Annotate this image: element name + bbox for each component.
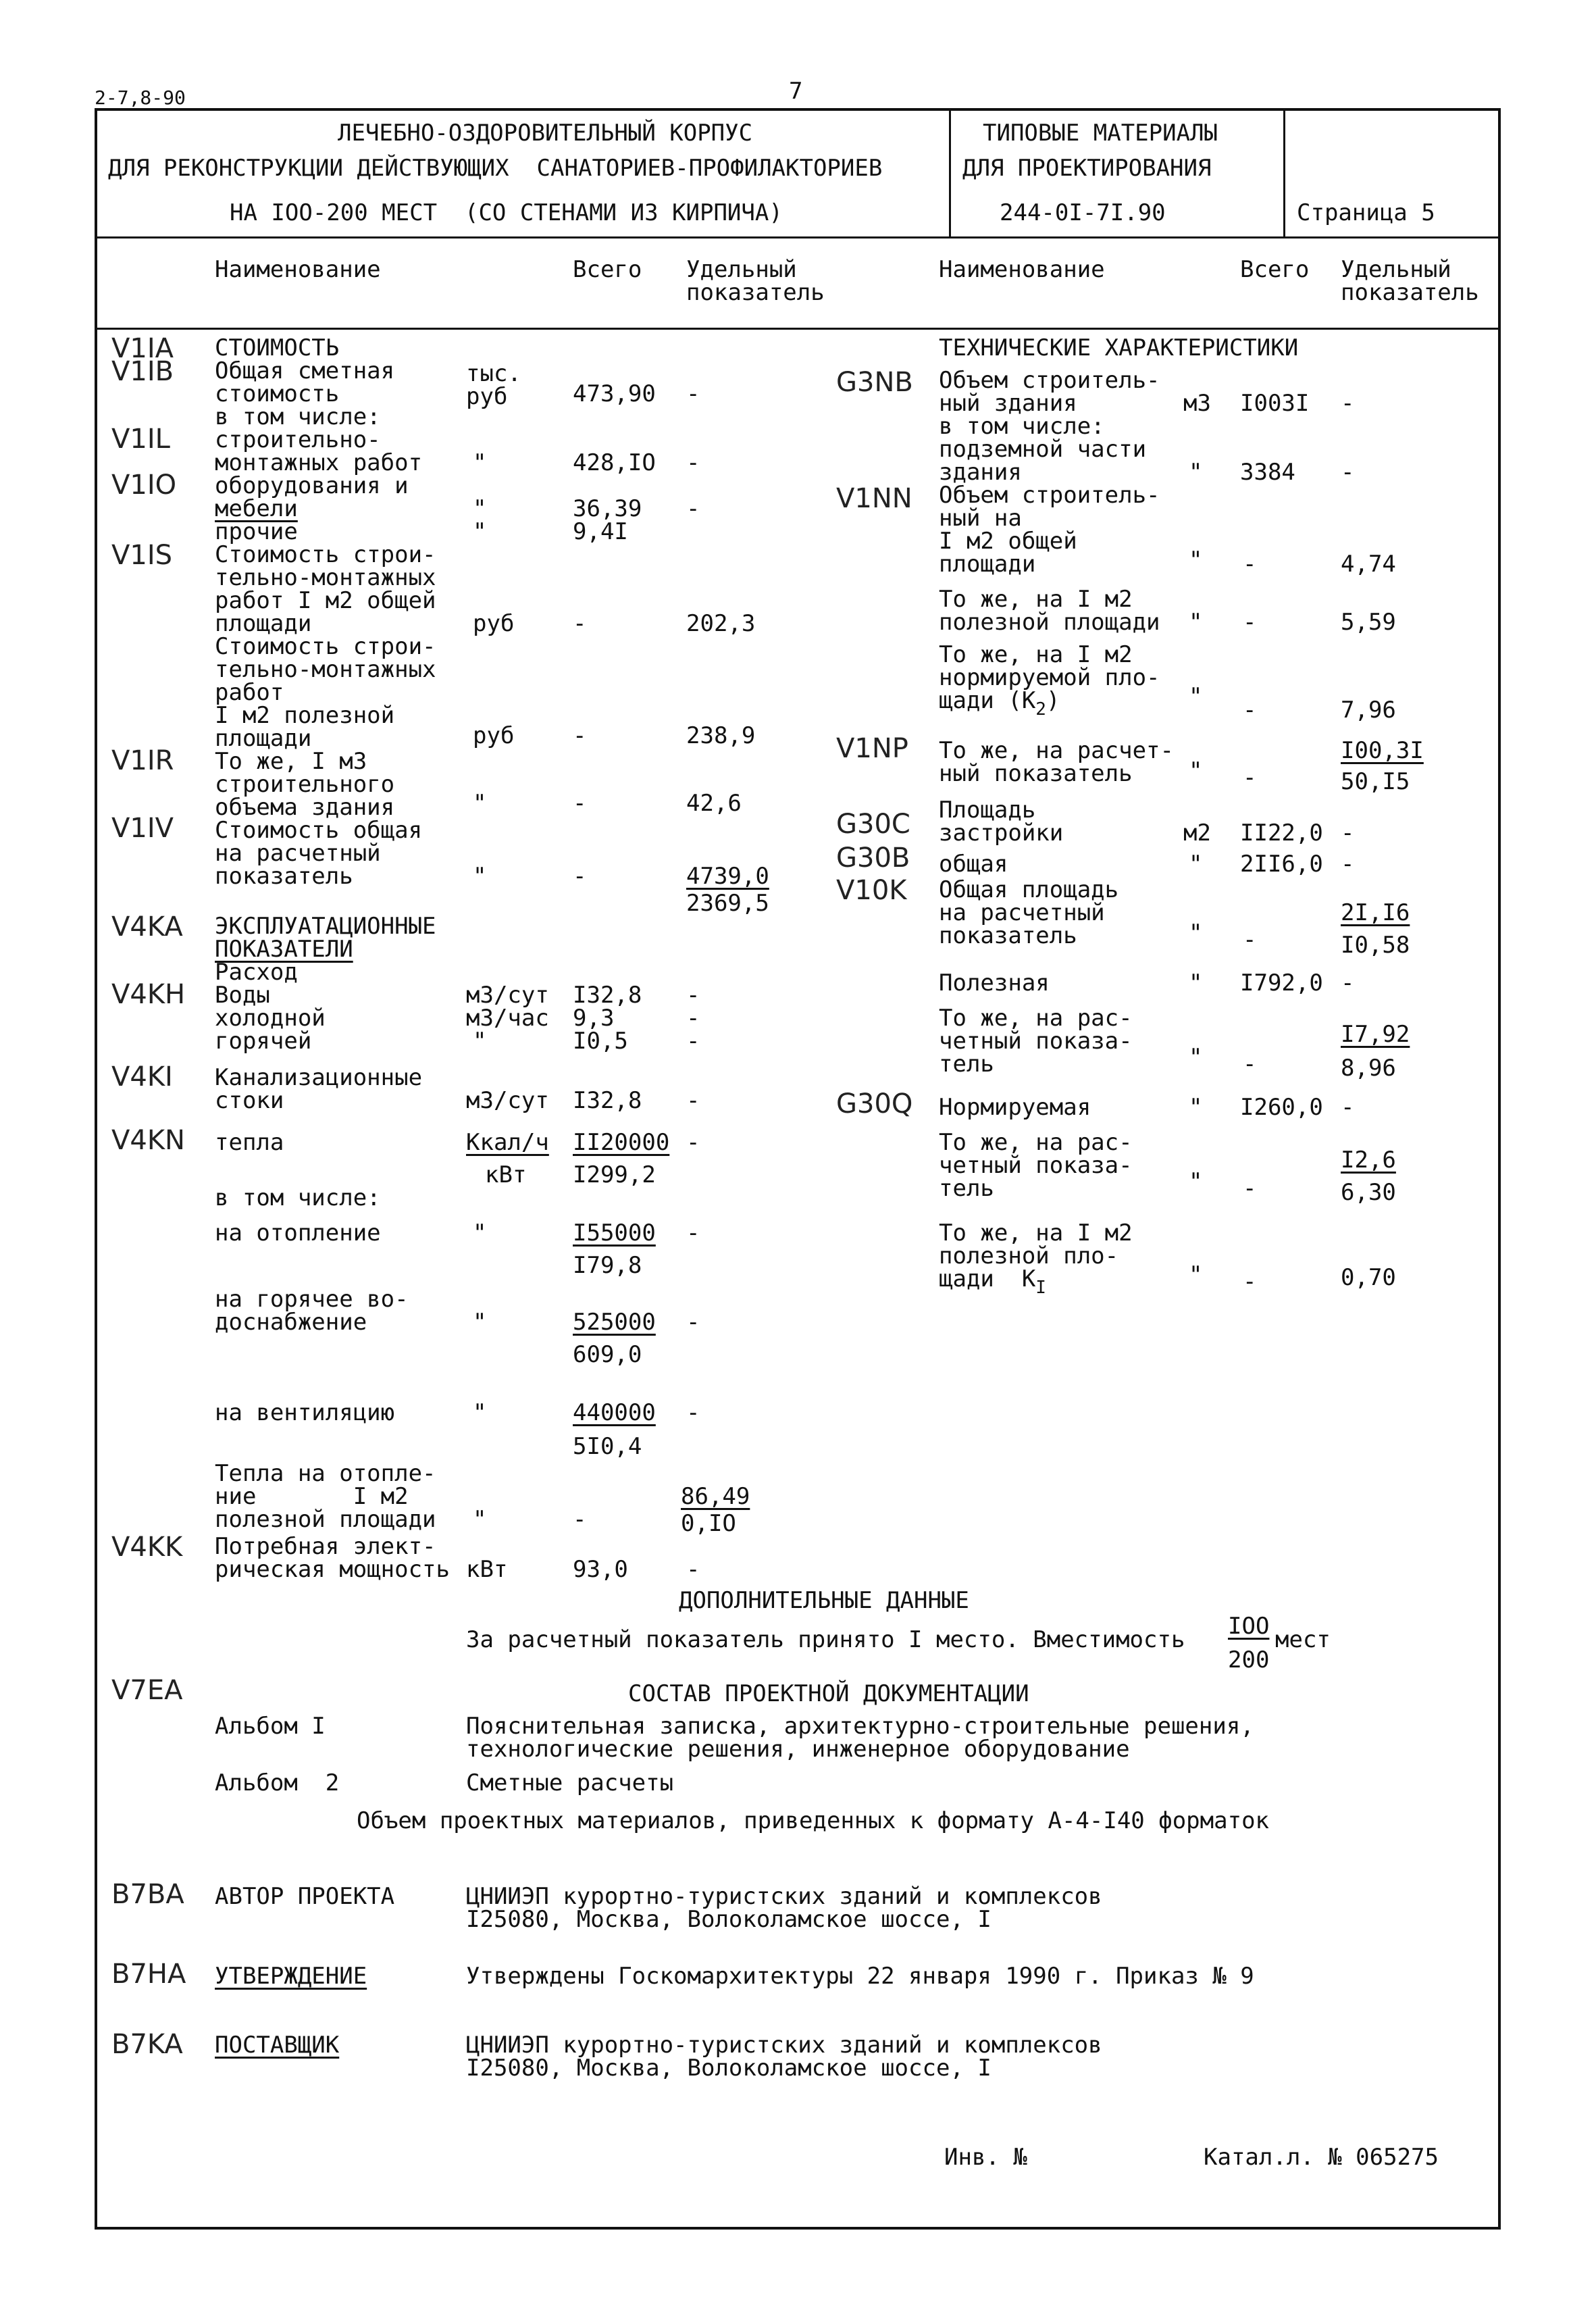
normed-unit: " [1189, 1094, 1203, 1121]
col-spec-right-1: Удельный [1341, 256, 1451, 283]
use-total: - [1243, 609, 1257, 636]
vent-unit: " [473, 1399, 487, 1426]
docs-heading: СОСТАВ ПРОЕКТНОЙ ДОКУМЕНТАЦИИ [628, 1680, 1029, 1707]
useful-unit: " [1189, 970, 1203, 997]
vol-m2-label-2: ный на [939, 505, 1022, 532]
cost-smr-use-1: Стоимость строи- [215, 633, 436, 660]
code-v1io: V1IO [111, 470, 177, 501]
gross-label: общая [939, 851, 1008, 878]
gross-calc-label-3: показатель [939, 922, 1077, 949]
cost-smr-m2-total: - [573, 610, 587, 637]
operation-flow: Расход [215, 959, 298, 986]
hws-unit: " [473, 1309, 487, 1336]
cost-smr-m2-1: Стоимость строи- [215, 541, 436, 568]
under-label-2: здания [939, 459, 1022, 486]
col-total-left: Всего [573, 256, 642, 283]
useful-calc-label-1: То же, на рас- [939, 1005, 1133, 1032]
cost-m3-1: То же, I м3 [215, 748, 367, 775]
k1-spec: 0,70 [1341, 1264, 1396, 1291]
cost-calc-1: Стоимость общая [215, 817, 423, 844]
extra-line: За расчетный показатель принято I место. Вместимость [466, 1626, 1185, 1653]
hot-water-unit: " [473, 1028, 487, 1055]
header-series-line-1: ТИПОВЫЕ МАТЕРИАЛЫ [983, 120, 1218, 147]
cost-smr-use-4: I м2 полезной [215, 702, 395, 729]
cost-total-unit-2: руб [466, 383, 508, 410]
col-spec-left-2: показатель [686, 279, 825, 306]
cost-m3-3: объема здания [215, 794, 395, 821]
page-number: 7 [789, 78, 803, 105]
normed-calc-total: - [1243, 1175, 1257, 1202]
vol-m2-label-1: Объем строитель- [939, 482, 1160, 509]
k1-label-3 [939, 1265, 1046, 1298]
code-b7ka: B7KA [111, 2029, 183, 2060]
cost-smr-unit: " [473, 449, 487, 476]
cost-smr-use-2: тельно-монтажных [215, 656, 436, 683]
cost-total-2: стоимость [215, 380, 340, 407]
col-spec-right-2: показатель [1341, 279, 1479, 306]
normed-calc-unit: " [1189, 1168, 1203, 1195]
cost-smr-spec: - [686, 449, 700, 476]
k1-unit: " [1189, 1261, 1203, 1288]
cost-calc-3: показатель [215, 863, 353, 890]
tech-heading: ТЕХНИЧЕСКИЕ ХАРАКТЕРИСТИКИ [939, 334, 1299, 361]
code-v1ib: V1IB [111, 356, 174, 387]
supplier-line-1: ЦНИИЭП курортно-туристских зданий и комплексов [466, 2032, 1102, 2059]
calc-unit: " [1189, 757, 1203, 784]
author-line-1: ЦНИИЭП курортно-туристских зданий и комплексов [466, 1883, 1102, 1910]
norm-total: - [1243, 697, 1257, 724]
cost-equip-1: оборудования и [215, 472, 409, 499]
vol-m2-unit: " [1189, 547, 1203, 574]
cost-heading: СТОИМОСТЬ [215, 334, 340, 361]
col-name-left: Наименование [215, 256, 381, 283]
water-unit: м3/сут [466, 982, 549, 1009]
cold-water-spec: - [686, 1005, 700, 1032]
water-value: I32,8 [573, 982, 642, 1009]
gross-unit: " [1189, 851, 1203, 878]
cost-total-value: 473,90 [573, 380, 656, 407]
header-title-line-1: ЛЕЧЕБНО-ОЗДОРОВИТЕЛЬНЫЙ КОРПУС [338, 120, 753, 147]
power-spec: - [686, 1556, 700, 1583]
approval-text: Утверждены Госкомархитектуры 22 января 1990 г. Приказ № 9 [466, 1963, 1254, 1990]
useful-calc-spec-num: I7,92 [1341, 1021, 1410, 1048]
calc-label-1: То же, на расчет- [939, 737, 1174, 764]
under-value: 3384 [1240, 459, 1295, 486]
gross-value: 2II6,0 [1240, 851, 1323, 878]
hws-value-1: 525000 [573, 1309, 656, 1336]
code-v1il: V1IL [111, 424, 170, 455]
capacity-denominator: 200 [1228, 1646, 1270, 1674]
use-unit: " [1189, 609, 1203, 636]
cold-water-label: холодной [215, 1005, 326, 1032]
code-v4kh: V4KH [111, 979, 186, 1010]
cost-smr-use-spec: 238,9 [686, 722, 756, 749]
cost-calc-2: на расчетный [215, 840, 381, 867]
norm-subscript: 2 [1035, 699, 1046, 720]
power-label-2: рическая мощность [215, 1556, 450, 1583]
album1-label: Альбом I [215, 1713, 326, 1740]
sewer-label-1: Канализационные [215, 1064, 423, 1091]
useful-spec: - [1341, 970, 1355, 997]
vent-value-2: 5I0,4 [573, 1433, 642, 1460]
k1-total: - [1243, 1268, 1257, 1295]
calc-spec-den: 50,I5 [1341, 768, 1410, 795]
code-g3nb: G3NB [836, 367, 913, 398]
cost-m3-total: - [573, 790, 587, 817]
built-label-2: застройки [939, 820, 1064, 847]
code-v1is: V1IS [111, 540, 172, 571]
heating-unit: " [473, 1219, 487, 1247]
cost-total-spec: - [686, 380, 700, 407]
calc-total: - [1243, 764, 1257, 791]
sewer-label-2: стоки [215, 1087, 284, 1114]
useful-calc-unit: " [1189, 1044, 1203, 1071]
code-b7ba: B7BA [111, 1879, 184, 1910]
supplier-label: ПОСТАВЩИК [215, 2032, 340, 2059]
frame-right-line [1498, 108, 1501, 2230]
built-value: II22,0 [1240, 820, 1323, 847]
norm-label-3-close: ) [1046, 687, 1060, 714]
calc-spec-num: I00,3I [1341, 737, 1424, 764]
sewer-spec: - [686, 1087, 700, 1114]
album2-label: Альбом 2 [215, 1769, 340, 1796]
author-line-2: I25080, Москва, Волоколамское шоссе, I [466, 1906, 992, 1933]
water-spec: - [686, 982, 700, 1009]
header-series-line-2: ДЛЯ ПРОЕКТИРОВАНИЯ [962, 155, 1212, 182]
code-v4ki: V4KI [111, 1061, 173, 1092]
power-value: 93,0 [573, 1556, 628, 1583]
header-title-line-2: ДЛЯ РЕКОНСТРУКЦИИ ДЕЙСТВУЮЩИХ САНАТОРИЕВ-ПРОФИЛАКТОРИЕВ [108, 155, 883, 182]
code-v1np: V1NP [836, 733, 908, 764]
code-v1iv: V1IV [111, 813, 174, 844]
gross-spec: - [1341, 851, 1355, 878]
heat-value-2: I299,2 [573, 1161, 656, 1188]
vol-incl: в том числе: [939, 413, 1105, 440]
approval-label: УТВЕРЖДЕНИЕ [215, 1963, 367, 1990]
cost-other: прочие [215, 518, 298, 545]
heat-label: тепла [215, 1129, 284, 1156]
cost-other-value: 9,4I [573, 518, 628, 545]
heat-spec: - [686, 1129, 700, 1156]
heat-value-1: II20000 [573, 1129, 670, 1156]
album2-text: Сметные расчеты [466, 1769, 674, 1796]
cost-total-1: Общая сметная [215, 357, 395, 384]
norm-label-3-text: щади (K [939, 687, 1036, 714]
docs-volume: Объем проектных материалов, приведенных к формату A-4-I40 форматок [357, 1807, 1270, 1834]
capacity-unit: мест [1275, 1626, 1331, 1653]
norm-label-1: То же, на I м2 [939, 641, 1133, 668]
sewer-unit: м3/сут [466, 1087, 549, 1114]
header-divider-line [95, 236, 1499, 238]
gross-calc-unit: " [1189, 920, 1203, 947]
heating-spec: - [686, 1219, 700, 1247]
heating-value-1: I55000 [573, 1219, 656, 1247]
heating-label: на отопление [215, 1219, 381, 1247]
normed-label: Нормируемая [939, 1094, 1091, 1121]
cost-smr-m2-2: тельно-монтажных [215, 564, 436, 591]
col-name-right: Наименование [939, 256, 1105, 283]
k1-label-3-text: щади K [939, 1265, 1036, 1292]
header-document-code: 244-0I-7I.90 [1000, 199, 1166, 226]
code-v10k: V10K [836, 875, 907, 906]
code-v7ea: V7EA [111, 1675, 183, 1706]
under-spec: - [1341, 459, 1355, 486]
cost-smr-1: строительно- [215, 426, 381, 453]
sewer-value: I32,8 [573, 1087, 642, 1114]
cost-smr-use-5: площади [215, 725, 312, 752]
hot-water-label: горячей [215, 1028, 312, 1055]
use-label-2: полезной площади [939, 609, 1160, 636]
inventory-number: Инв. № [944, 2144, 1027, 2171]
operation-heading-1: ЭКСПЛУАТАЦИОННЫЕ [215, 913, 436, 940]
heat-unit-2: кВт [485, 1161, 527, 1188]
code-g30q: G30Q [836, 1088, 913, 1120]
power-unit: кВт [466, 1556, 508, 1583]
built-unit: м2 [1183, 820, 1211, 847]
power-label-1: Потребная элект- [215, 1533, 436, 1560]
cost-calc-total: - [573, 863, 587, 890]
hws-spec: - [686, 1309, 700, 1336]
cost-smr-value: 428,IO [573, 449, 656, 476]
useful-calc-spec-den: 8,96 [1341, 1055, 1396, 1082]
cost-other-unit: " [473, 518, 487, 545]
cost-smr-m2-3: работ I м2 общей [215, 587, 436, 614]
code-v4kk: V4KK [111, 1532, 183, 1563]
hws-value-2: 609,0 [573, 1341, 642, 1368]
gross-calc-spec-num: 2I,I6 [1341, 899, 1410, 926]
use-label-1: То же, на I м2 [939, 586, 1133, 613]
code-v1ia: V1IA [111, 333, 174, 364]
normed-calc-label-1: То же, на рас- [939, 1129, 1133, 1156]
cold-water-unit: м3/час [466, 1005, 549, 1032]
code-g30b: G30B [836, 842, 910, 874]
cost-smr-m2-4: площади [215, 610, 312, 637]
gross-calc-spec-den: I0,58 [1341, 932, 1410, 959]
extra-heading: ДОПОЛНИТЕЛЬНЫЕ ДАННЫЕ [679, 1587, 969, 1614]
normed-calc-label-2: четный показа- [939, 1152, 1133, 1179]
k1-subscript: I [1035, 1278, 1046, 1298]
header-page-label: Страница 5 [1297, 199, 1435, 226]
heating-value-2: I79,8 [573, 1252, 642, 1279]
vol-unit: м3 [1183, 390, 1211, 417]
normed-calc-spec-den: 6,30 [1341, 1179, 1396, 1206]
cost-calc-unit: " [473, 863, 487, 890]
operation-heading-2: ПОКАЗАТЕЛИ [215, 936, 353, 963]
frame-top-line [95, 108, 1499, 111]
vol-m2-label-3: I м2 общей [939, 528, 1077, 555]
heat-unit-1: Ккал/ч [466, 1129, 549, 1156]
k1-label-1: То же, на I м2 [939, 1219, 1133, 1247]
catalog-sheet: Катал.л. № 065275 [1204, 2144, 1439, 2171]
vol-m2-label-4: площади [939, 551, 1036, 578]
vent-label: на вентиляцию [215, 1399, 395, 1426]
under-label-1: подземной части [939, 436, 1147, 463]
cost-m3-unit: " [473, 790, 487, 817]
gross-calc-label-1: Общая площадь [939, 876, 1119, 903]
norm-label-2: нормируемой пло- [939, 664, 1160, 691]
heat-m2-total: - [573, 1506, 587, 1533]
gross-calc-total: - [1243, 926, 1257, 953]
cost-smr-use-unit: руб [473, 722, 515, 749]
cost-calc-spec-num: 4739,0 [686, 863, 769, 890]
supplier-line-2: I25080, Москва, Волоколамское шоссе, I [466, 2055, 992, 2082]
code-b7ha: B7HA [111, 1959, 186, 1990]
vol-m2-spec: 4,74 [1341, 551, 1396, 578]
album1-text-1: Пояснительная записка, архитектурно-строительные решения, [466, 1713, 1254, 1740]
cost-smr-use-3: работ [215, 679, 284, 706]
album1-text-2: технологические решения, инженерное оборудование [466, 1736, 1130, 1763]
header-vertical-line-1 [949, 108, 951, 238]
vent-spec: - [686, 1399, 700, 1426]
hws-label-1: на горячее во- [215, 1286, 409, 1313]
capacity-numerator: IOO [1228, 1613, 1270, 1640]
useful-label: Полезная [939, 970, 1050, 997]
use-spec: 5,59 [1341, 609, 1396, 636]
frame-left-line [95, 108, 97, 2230]
cost-total-unit-1: тыс. [466, 360, 521, 387]
code-v1nn: V1NN [836, 483, 912, 514]
vent-value-1: 440000 [573, 1399, 656, 1426]
useful-calc-total: - [1243, 1051, 1257, 1078]
code-v1ir: V1IR [111, 745, 174, 776]
under-unit: " [1189, 459, 1203, 486]
heat-m2-spec-den: 0,IO [681, 1510, 736, 1537]
code-v4ka: V4KA [111, 911, 183, 942]
vol-spec: - [1341, 390, 1355, 417]
col-total-right: Всего [1240, 256, 1310, 283]
col-spec-left-1: Удельный [686, 256, 797, 283]
norm-unit: " [1189, 683, 1203, 710]
useful-value: I792,0 [1240, 970, 1323, 997]
built-label-1: Площадь [939, 797, 1036, 824]
cold-water-value: 9,3 [573, 1005, 615, 1032]
useful-calc-label-3: тель [939, 1051, 994, 1078]
header-title-line-3: НА IOO-200 МЕСТ (СО СТЕНАМИ ИЗ КИРПИЧА) [230, 199, 783, 226]
cost-equip-unit: " [473, 495, 487, 522]
cost-smr-m2-unit: руб [473, 610, 515, 637]
vol-value: I003I [1240, 390, 1310, 417]
vol-label-2: ный здания [939, 390, 1077, 417]
cost-m3-spec: 42,6 [686, 790, 742, 817]
series-code: 2-7,8-90 [95, 86, 186, 109]
vol-label-1: Объем строитель- [939, 367, 1160, 394]
heat-m2-spec-num: 86,49 [681, 1483, 750, 1510]
cost-smr-2: монтажных работ [215, 449, 423, 476]
calc-label-2: ный показатель [939, 760, 1133, 787]
normed-value: I260,0 [1240, 1094, 1323, 1121]
heat-incl: в том числе: [215, 1184, 381, 1211]
hot-water-value: I0,5 [573, 1028, 628, 1055]
gross-calc-label-2: на расчетный [939, 899, 1105, 926]
cost-calc-spec-den: 2369,5 [686, 890, 769, 917]
water-label: Воды [215, 982, 270, 1009]
normed-calc-label-3: тель [939, 1175, 994, 1202]
heat-m2-label-3: полезной площади [215, 1506, 436, 1533]
heat-m2-label-2: ние I м2 [215, 1483, 409, 1510]
vol-m2-total: - [1243, 551, 1257, 578]
frame-bottom-line [95, 2227, 1499, 2230]
code-g30c: G30C [836, 809, 910, 840]
columns-divider-line [95, 328, 1499, 330]
k1-label-2: полезной пло- [939, 1242, 1119, 1269]
heat-m2-label-1: Тепла на отопле- [215, 1460, 436, 1487]
cost-equip-2: мебели [215, 495, 298, 522]
useful-calc-label-2: четный показа- [939, 1028, 1133, 1055]
cost-smr-m2-spec: 202,3 [686, 610, 756, 637]
norm-label-3 [939, 687, 1060, 720]
cost-equip-value: 36,39 [573, 495, 642, 522]
built-spec: - [1341, 820, 1355, 847]
normed-spec: - [1341, 1094, 1355, 1121]
code-v4kn: V4KN [111, 1125, 185, 1156]
cost-incl: в том числе: [215, 403, 381, 430]
norm-spec: 7,96 [1341, 697, 1396, 724]
hot-water-spec: - [686, 1028, 700, 1055]
cost-m3-2: строительного [215, 771, 395, 798]
cost-smr-use-total: - [573, 722, 587, 749]
hws-label-2: доснабжение [215, 1309, 367, 1336]
author-label: АВТОР ПРОЕКТА [215, 1883, 395, 1910]
heat-m2-unit: " [473, 1506, 487, 1533]
normed-calc-spec-num: I2,6 [1341, 1147, 1396, 1174]
cost-equip-spec: - [686, 495, 700, 522]
header-vertical-line-2 [1283, 108, 1285, 238]
